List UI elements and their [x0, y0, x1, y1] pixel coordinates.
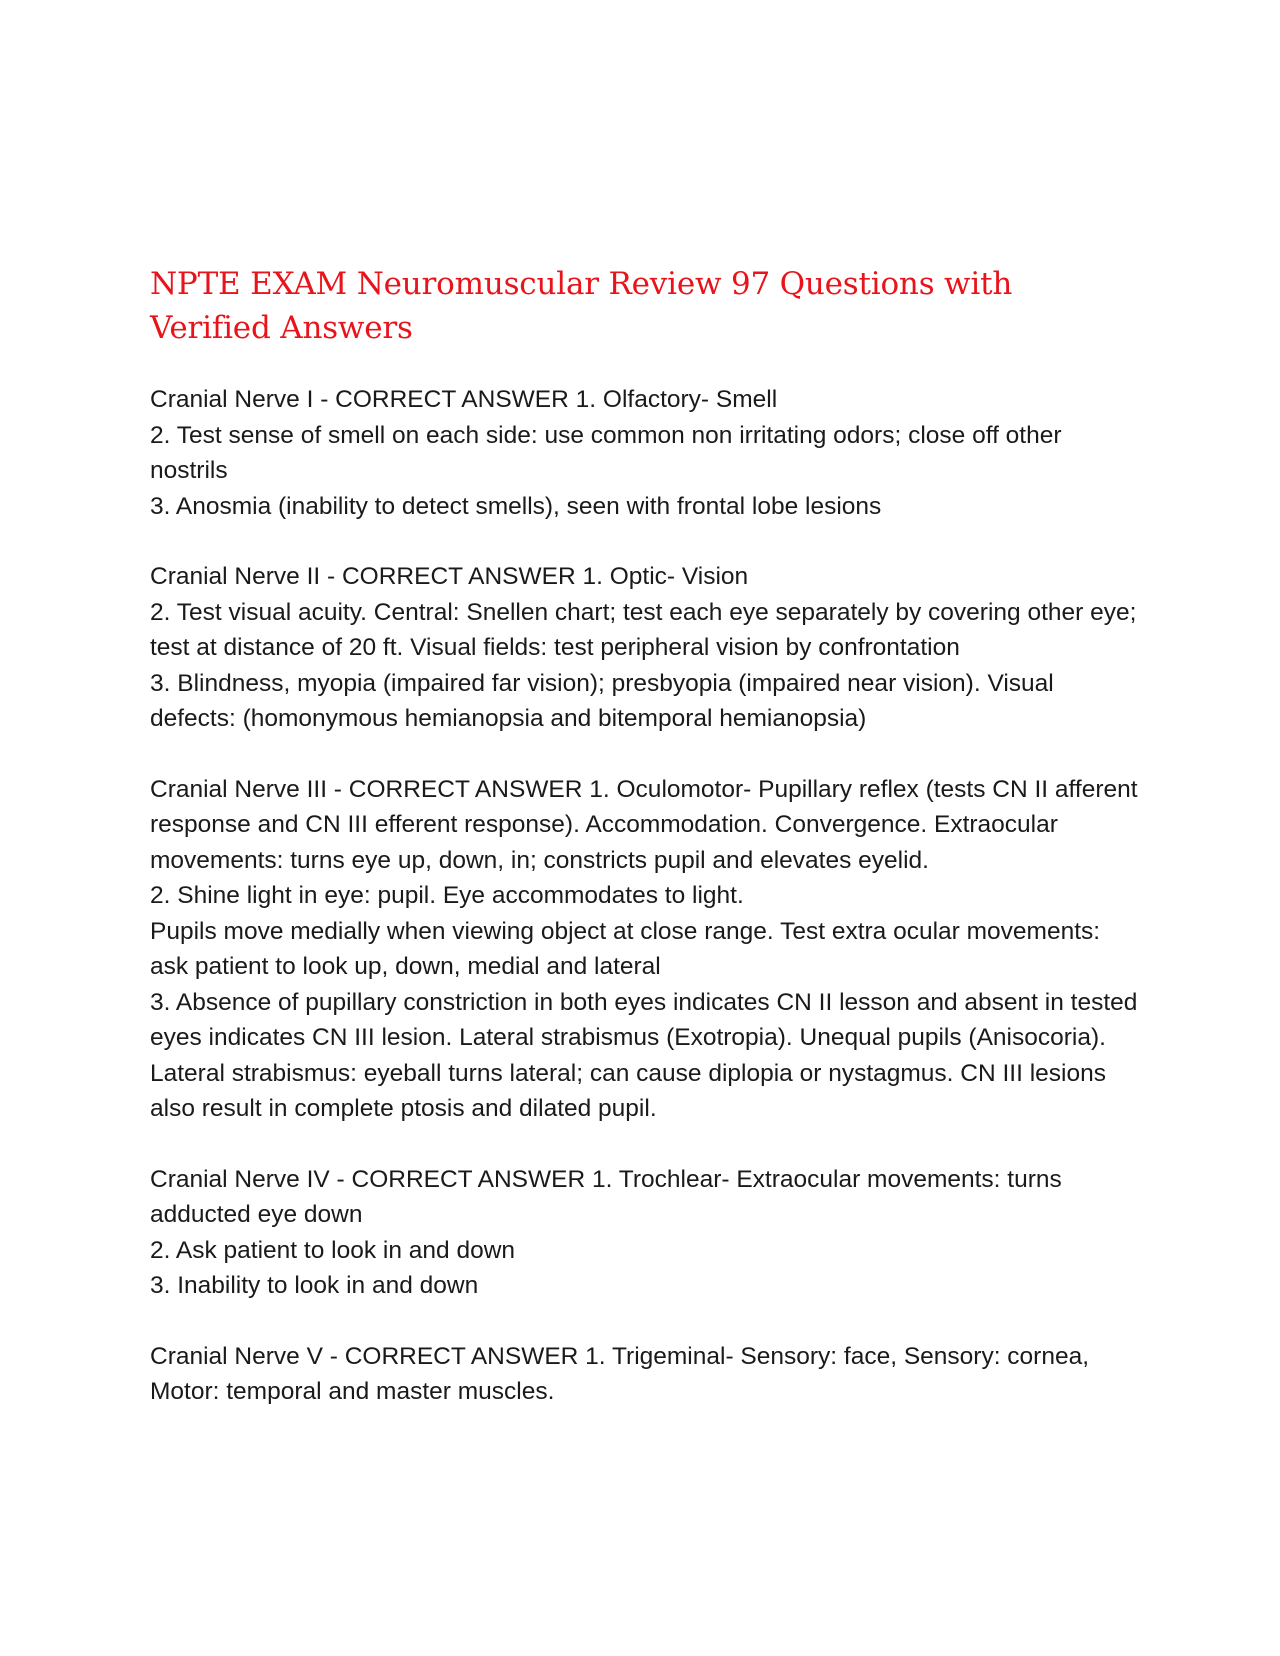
document-title: NPTE EXAM Neuromuscular Review 97 Questions with Verified Answers: [150, 266, 1013, 346]
entry-line: 3. Blindness, myopia (impaired far vision); presbyopia (impaired near vision). Visual defects: (homonymous hemianopsia and bitemporal hemianopsia): [150, 669, 1054, 732]
document-content: [150, 262, 1140, 1445]
entry-line: Cranial Nerve IV - CORRECT ANSWER 1. Trochlear- Extraocular movements: turns adducted eye down: [150, 1165, 1062, 1228]
qa-entry-cranial-nerve-3: [150, 772, 1140, 1127]
entry-line: 2. Test visual acuity. Central: Snellen chart; test each eye separately by covering other eye; test at distance of 20 ft. Visual fields: test peripheral vision by confrontation: [150, 598, 1137, 661]
qa-entry-cranial-nerve-2: [150, 559, 1140, 737]
entry-line: 2. Test sense of smell on each side: use common non irritating odors; close off other nostrils: [150, 421, 1062, 484]
entry-line: 3. Absence of pupillary constriction in both eyes indicates CN II lesson and absent in tested eyes indicates CN III lesion. Lateral strabismus (Exotropia). Unequal pupils (Anisocoria). Lateral strabismus: eyeball turns lateral; can cause diplopia or nystagmus. CN III lesions also result in complete ptosis and dilated pupil.: [150, 988, 1138, 1122]
entry-line: 3. Inability to look in and down: [150, 1272, 479, 1299]
entry-line: Cranial Nerve I - CORRECT ANSWER 1. Olfactory- Smell: [150, 386, 778, 413]
entry-line: Cranial Nerve II - CORRECT ANSWER 1. Optic- Vision: [150, 563, 749, 590]
qa-entry-cranial-nerve-5: [150, 1339, 1140, 1410]
entry-line: Pupils move medially when viewing object at close range. Test extra ocular movements: ask patient to look up, down, medial and lateral: [150, 917, 1101, 980]
entry-line: Cranial Nerve V - CORRECT ANSWER 1. Trigeminal- Sensory: face, Sensory: cornea, Motor: temporal and master muscles.: [150, 1342, 1090, 1405]
entry-line: 3. Anosmia (inability to detect smells), seen with frontal lobe lesions: [150, 492, 882, 520]
qa-entry-cranial-nerve-4: [150, 1162, 1140, 1304]
qa-entry-cranial-nerve-1: [150, 382, 1140, 524]
entry-line: Cranial Nerve III - CORRECT ANSWER 1. Oculomotor- Pupillary reflex (tests CN II afferent response and CN III efferent response). Accommodation. Convergence. Extraocular movements: turns eye up, down, in; constricts pupil and elevates eyelid.: [150, 775, 1138, 874]
entry-line: 2. Ask patient to look in and down: [150, 1236, 516, 1264]
entry-line: 2. Shine light in eye: pupil. Eye accommodates to light.: [150, 882, 744, 909]
